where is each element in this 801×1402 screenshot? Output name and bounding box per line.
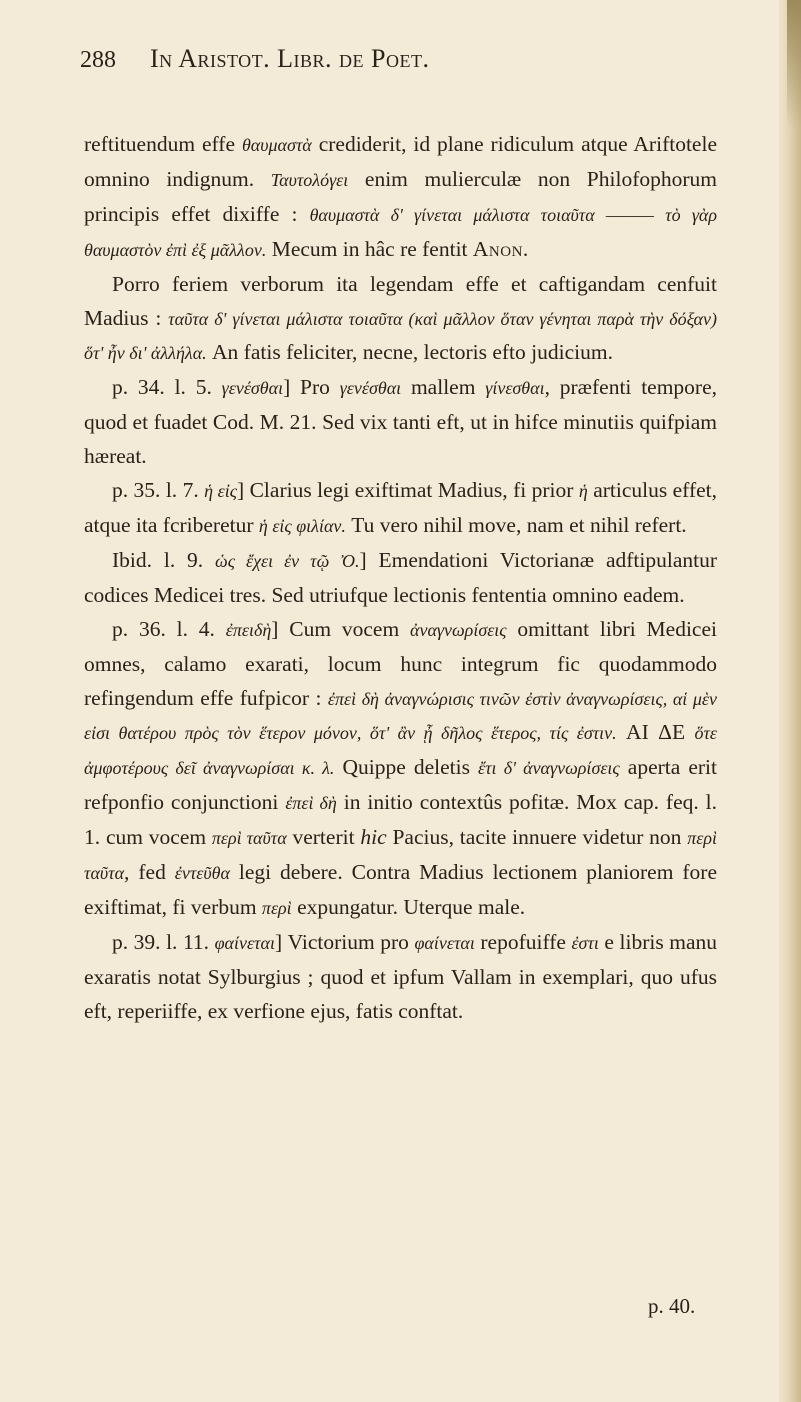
greek-text: ἐπειδὴ: [225, 619, 272, 640]
text-run: repofuiffe: [474, 929, 572, 954]
text-run: mallem: [401, 375, 486, 400]
text-run: AI ΔΕ: [616, 720, 695, 745]
page-number: 288: [80, 47, 116, 73]
text-run: enim mulierculæ non Philofophorum principis effet dixiffe :: [84, 166, 717, 226]
text-run: , præfenti tempore, quod et fuadet Cod. M. 21. Sed vix tanti eft, ut in hifce minutiis quifpiam hæreat.: [84, 375, 718, 469]
greek-text: ἐντεῦθα: [174, 863, 230, 884]
greek-text: ταῦτα δ' γίνεται μάλιστα τοιαῦτα (καὶ μᾶλλον ὅταν γένηται παρὰ τὴν δόξαν) ὅτ' ἦν δι' ἀλλήλα.: [84, 308, 717, 364]
text-run: ] Victorium pro: [274, 929, 415, 954]
text-run: An fatis feliciter, necne, lectoris efto judicium.: [206, 340, 613, 365]
paragraph: [84, 371, 717, 474]
greek-text: φαίνεται: [214, 932, 275, 953]
text-run: Porro feriem verborum ita legendam effe et caftigandam cenfuit Madius :: [84, 271, 717, 330]
text-run: p. 39. l. 11.: [112, 929, 215, 954]
greek-text: περὶ ταῦτα: [211, 828, 287, 849]
text-run: p. 34. l. 5.: [112, 375, 222, 400]
greek-text: ἐπεὶ δὴ: [285, 793, 337, 814]
text-run: crediderit, id plane ridiculum atque Ariftotele omnino indignum.: [84, 132, 717, 191]
greek-text: ἔτι δ' ἀναγνωρίσεις: [478, 758, 620, 779]
greek-text: θαυμαστὰ: [241, 135, 312, 155]
text-run: ] Emendationi Victorianæ adftipulantur codices Medicei tres. Sed utriufque lectionis fententia omnino eadem.: [84, 547, 717, 607]
text-run: Pacius, tacite innuere videtur non: [386, 825, 688, 850]
text-run: articulus effet, atque ita fcriberetur: [84, 478, 718, 537]
page-header: [80, 44, 692, 74]
text-run: p. 36. l. 4.: [112, 616, 226, 641]
greek-text: θαυμαστὰ δ' γίνεται μάλιστα τοιαῦτα ——— τὸ γὰρ θαυμαστὸν ἐπὶ ἐξ μᾶλλον.: [84, 204, 717, 260]
greek-text: ὅτε ἀμφοτέρους δεῖ ἀναγνωρίσαι κ. λ.: [84, 723, 717, 779]
text-run: Ibid. l. 9.: [112, 547, 216, 572]
text-run: in initio contextûs pofitæ. Mox cap. feq. l. 1. cum vocem: [84, 790, 717, 850]
text-run: verterit: [286, 825, 361, 850]
greek-text: ἀναγνωρίσεις: [410, 619, 507, 640]
body-text: [84, 128, 717, 1029]
greek-text: ὡς ἔχει ἐν τῷ Ὀ.: [215, 550, 360, 571]
greek-text: ἡ: [578, 481, 588, 502]
text-run: expungatur. Uterque male.: [291, 894, 526, 919]
greek-text: ἐστι: [571, 932, 599, 953]
text-run: ] Cum vocem: [271, 616, 410, 641]
text-run: e libris manu exaratis notat Sylburgius ; quod et ipfum Vallam in exemplari, quo ufus eft, reperiiffe, ex verfione ejus, fatis conftat.: [84, 929, 717, 1023]
running-head: In Aristot. Libr. de Poet.: [150, 44, 430, 73]
greek-text: περὶ ταῦτα: [84, 828, 718, 884]
text-run: ] Pro: [283, 375, 340, 400]
greek-text: γενέσθαι: [221, 378, 284, 399]
catchword: p. 40.: [648, 1294, 696, 1318]
page-edge: [779, 0, 801, 1402]
text-run: Mecum in hâc re fentit: [266, 236, 473, 261]
text-run: omittant libri Medicei omnes, calamo exarati, locum hunc integrum fic quodammodo refingendum effe fufpicor :: [84, 616, 717, 710]
text-run: hic: [360, 825, 387, 850]
greek-text: Ταυτολόγει: [270, 169, 349, 190]
greek-text: γίνεσθαι: [485, 378, 545, 399]
small-caps-text: Anon.: [472, 236, 529, 261]
paragraph: [84, 128, 717, 268]
text-run: Quippe deletis: [334, 755, 479, 780]
text-run: , fed: [124, 860, 175, 885]
text-run: ] Clarius legi exiftimat Madius, fi prior: [237, 478, 579, 503]
text-run: legi debere. Contra Madius lectionem planiorem fore exiftimat, fi verbum: [84, 860, 718, 919]
text-run: p. 35. l. 7.: [112, 478, 205, 503]
paragraph: [84, 926, 717, 1029]
greek-text: ἡ εἰς: [204, 481, 238, 502]
greek-text: ἐπεὶ δὴ ἀναγνώρισις τινῶν ἐστὶν ἀναγνωρίσεις, αἱ μὲν εἰσι θατέρου πρὸς τὸν ἕτερον μόνον, ὅτ' ἂν ᾖ δῆλος ἕτερος, τίς ἐστιν.: [84, 688, 717, 744]
greek-text: γενέσθαι: [339, 378, 402, 399]
paragraph: [84, 613, 717, 926]
greek-text: φαίνεται: [414, 932, 475, 953]
greek-text: ἡ εἰς φιλίαν.: [258, 515, 346, 536]
text-run: aperta erit refponfio conjunctioni: [84, 755, 717, 815]
text-run: Tu vero nihil move, nam et nihil refert.: [345, 512, 687, 537]
paragraph: [84, 474, 717, 544]
text-run: reftituendum effe: [84, 132, 242, 156]
paragraph: [84, 268, 717, 372]
page-stain: [787, 0, 801, 130]
greek-text: περὶ: [261, 897, 292, 918]
paragraph: [84, 544, 717, 613]
